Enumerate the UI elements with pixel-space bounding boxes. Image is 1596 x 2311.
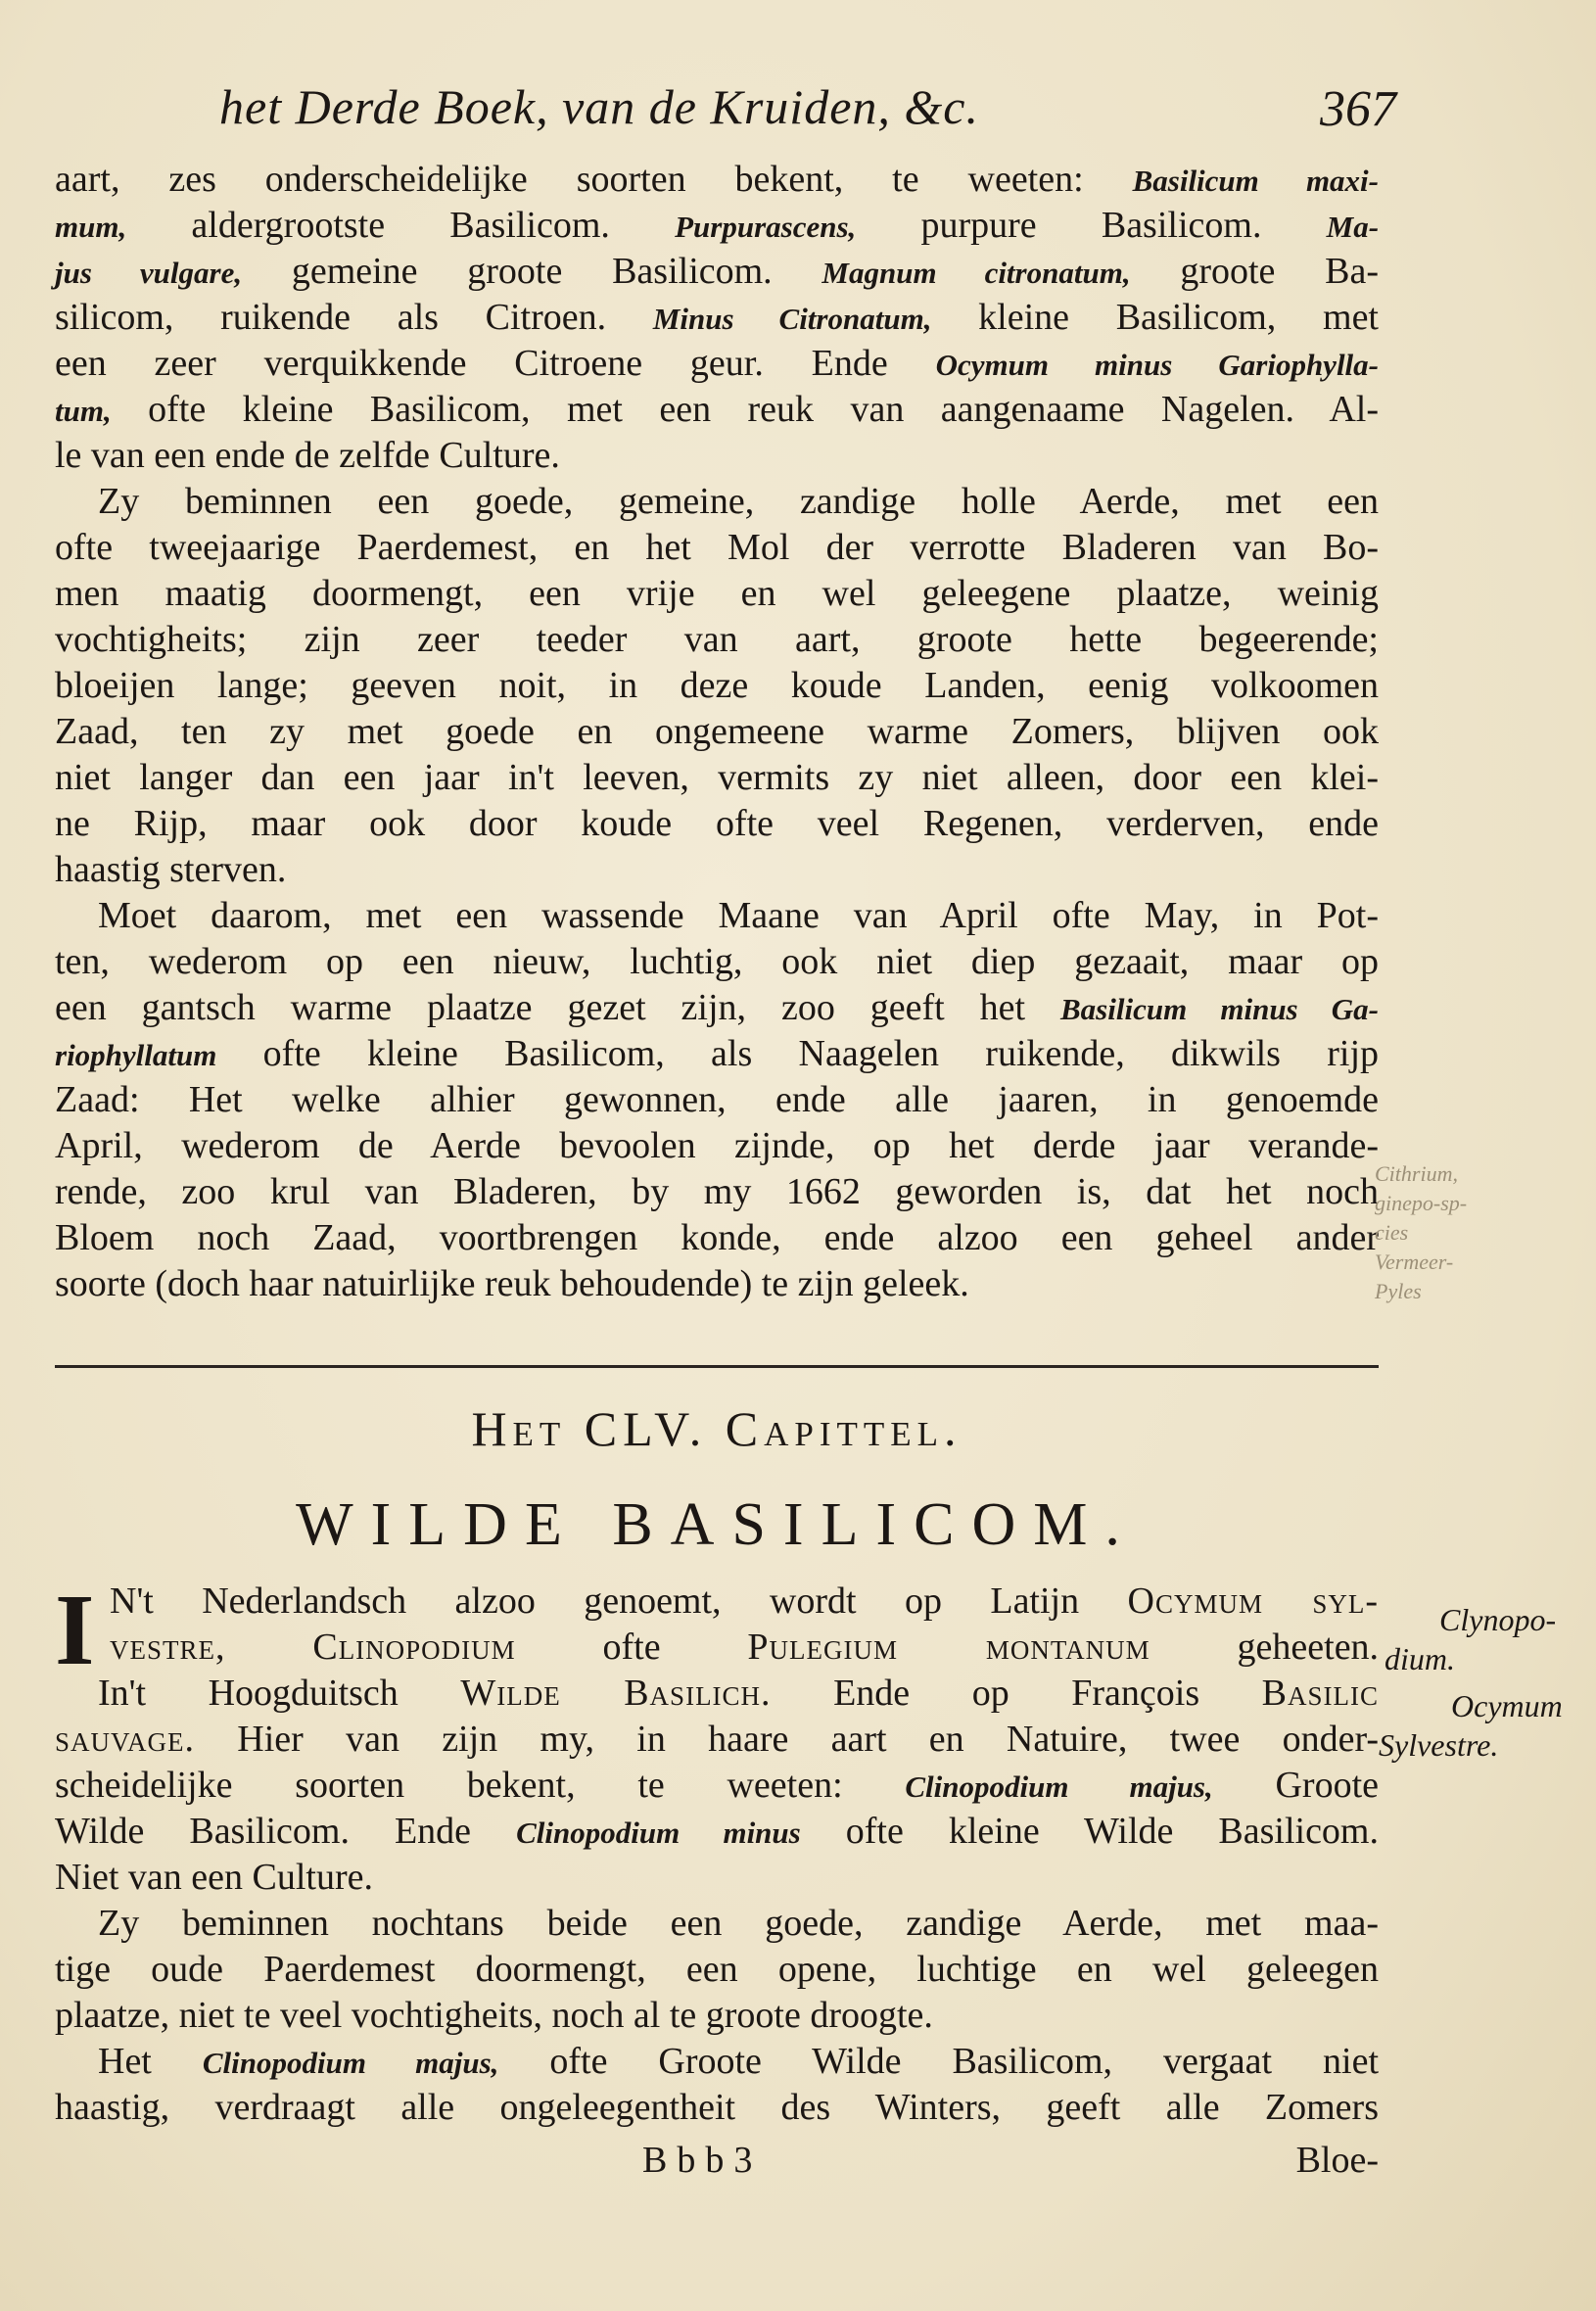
chapter-title: WILDE BASILICOM. [296, 1491, 1138, 1558]
text-line: jus vulgare, gemeine groote Basilicom. Magnum citronatum, groote Ba- [55, 251, 1379, 292]
running-head [55, 78, 1396, 147]
text-line: In't Hoogduitsch Wilde Basilich. Ende op François Basilic [98, 1673, 1379, 1714]
chapter-heading: Het CLV. Capittel. [471, 1401, 962, 1456]
text-line: niet langer dan een jaar in't leeven, vermits zy niet alleen, door een klei- [55, 757, 1379, 798]
text-line: men maatig doormengt, een vrije en wel geleegene plaatze, weinig [55, 573, 1379, 614]
margin-note-clinopodium: Clynopo- dium. [1385, 1602, 1557, 1676]
text-line: le van een ende de zelfde Culture. [55, 435, 560, 476]
text-line: vochtigheits; zijn zeer teeder van aart, groote hette begeerende; [55, 619, 1379, 660]
margin-note-ocymum: Ocymum Sylvestre. [1379, 1688, 1563, 1763]
text-line: Niet van een Culture. [55, 1857, 374, 1898]
text-line: Moet daarom, met een wassende Maane van April ofte May, in Pot- [98, 895, 1379, 936]
text-line: Zy beminnen nochtans beide een goede, zandige Aerde, met maa- [98, 1903, 1379, 1944]
text-line: Zy beminnen een goede, gemeine, zandige holle Aerde, met een [98, 481, 1379, 522]
text-line: aart, zes onderscheidelijke soorten bekent, te weeten: Basilicum maxi- [55, 159, 1379, 200]
text-line: een zeer verquikkende Citroene geur. Ende Ocymum minus Gariophylla- [55, 343, 1379, 384]
text-line: ne Rijp, maar ook door koude ofte veel Regenen, verderven, ende [55, 803, 1379, 844]
page-footer [55, 2139, 1379, 2188]
text-line: een gantsch warme plaatze gezet zijn, zoo geeft het Basilicum minus Ga- [55, 987, 1380, 1028]
text-line: April, wederom de Aerde bevoolen zijnde, op het derde jaar verande- [55, 1125, 1379, 1166]
text-line: N't Nederlandsch alzoo genoemt, wordt op Latijn Ocymum syl- [110, 1580, 1380, 1622]
text-line: tige oude Paerdemest doormengt, een opene, luchtige en wel geleegen [55, 1949, 1379, 1990]
text-line: Zaad, ten zy met goede en ongemeene warme Zomers, blijven ook [55, 711, 1379, 752]
drop-cap: I [55, 1574, 95, 1686]
text-line: tum, ofte kleine Basilicom, met een reuk van aangenaame Nagelen. Al- [55, 389, 1380, 430]
text-line: scheidelijke soorten bekent, te weeten: Clinopodium majus, Groote [55, 1765, 1380, 1806]
page-number: 367 [1320, 81, 1396, 137]
signature-mark: Bbb3 [642, 2140, 763, 2181]
text-line: Zaad: Het welke alhier gewonnen, ende alle jaaren, in genoemde [55, 1079, 1379, 1120]
bleedthrough-note: Cithrium, ginepo-sp- cies Vermeer- Pyles [1375, 1161, 1468, 1303]
text-line: mum, aldergrootste Basilicom. Purpurascens, purpure Basilicom. Ma- [55, 205, 1380, 246]
text-line: ten, wederom op een nieuw, luchtig, ook niet diep gezaait, maar op [55, 941, 1379, 982]
text-line: Bloem noch Zaad, voortbrengen konde, ende alzoo een geheel ander [55, 1217, 1379, 1258]
text-line: haastig, verdraagt alle ongeleegentheit des Winters, geeft alle Zomers [55, 2087, 1379, 2128]
text-line: Wilde Basilicom. Ende Clinopodium minus ofte kleine Wilde Basilicom. [55, 1811, 1379, 1852]
text-line: rende, zoo krul van Bladeren, by my 1662 geworden is, dat het noch [55, 1171, 1379, 1212]
running-head-title: het Derde Boek, van de Kruiden, &c. [219, 79, 979, 134]
text-line: plaatze, niet te veel vochtigheits, noch al te groote droogte. [55, 1995, 933, 2036]
text-line: bloeijen lange; geeven noit, in deze koude Landen, eenig volkoomen [55, 665, 1379, 706]
text-column [55, 0, 1396, 2311]
text-line: ofte tweejaarige Paerdemest, en het Mol der verrotte Bladeren van Bo- [55, 527, 1379, 568]
text-line: riophyllatum ofte kleine Basilicom, als Naagelen ruikende, dikwils rijp [55, 1033, 1379, 1074]
catchword: Bloe- [1295, 2140, 1379, 2181]
text-line: haastig sterven. [55, 849, 287, 890]
text-line: sauvage. Hier van zijn my, in haare aart en Natuire, twee onder- [55, 1719, 1380, 1760]
text-line: soorte (doch haar natuirlijke reuk behoudende) te zijn geleek. [55, 1263, 969, 1304]
section-divider [55, 1365, 1379, 1368]
text-line: Het Clinopodium majus, ofte Groote Wilde Basilicom, vergaat niet [98, 2041, 1380, 2082]
text-line: silicom, ruikende als Citroen. Minus Citronatum, kleine Basilicom, met [55, 297, 1379, 338]
text-line: vestre, Clinopodium ofte Pulegium montanum geheeten. [110, 1627, 1380, 1668]
